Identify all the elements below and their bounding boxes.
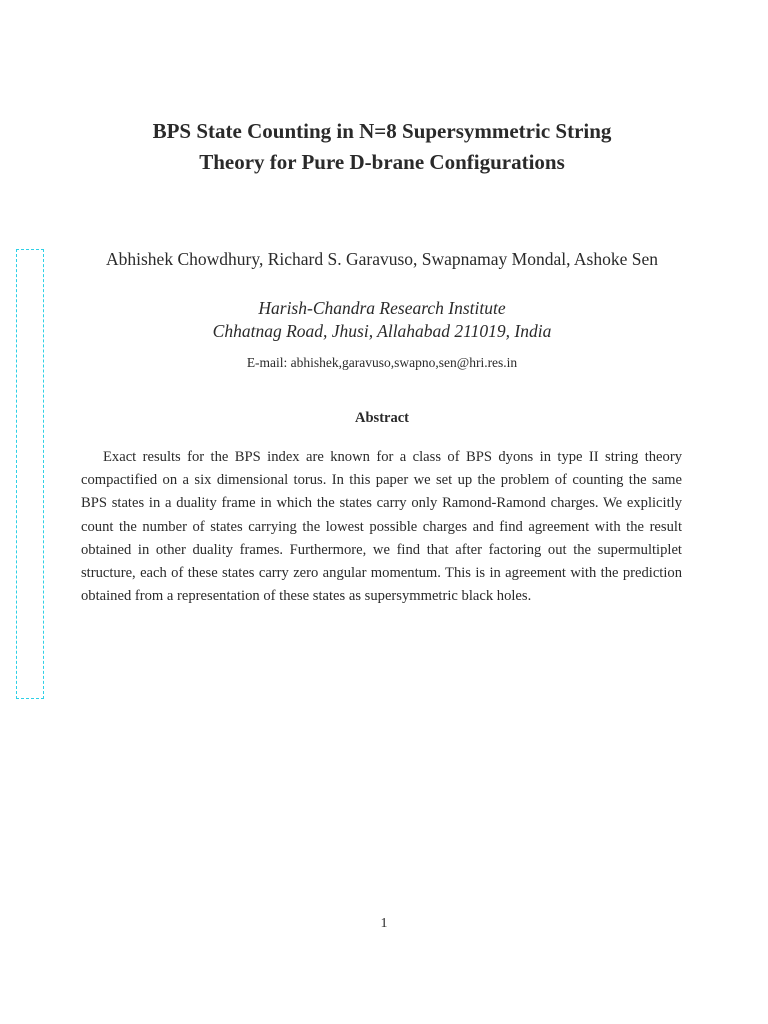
abstract-body: Exact results for the BPS index are known for a class of BPS dyons in type II string theory compactified on a six dimensional torus. In this paper we set up the problem of counting the same BPS states in a duality frame in which the states carry only Ramond-Ramond charges. We explicitly count the number of states carrying the lowest possible charges and find agreement with the result obtained in other duality frames. Furthermore, we find that after factoring out the supermultiplet structure, each of these states carry zero angular momentum. This is in agreement with the prediction obtained from a representation of these states as supersymmetric black holes. xyxy=(81,449,682,605)
abstract-heading: Abstract xyxy=(355,410,409,426)
arxiv-identifier-box xyxy=(16,249,44,699)
title-line-2: Theory for Pure D-brane Configurations xyxy=(199,150,565,174)
affiliation-line-2: Chhatnag Road, Jhusi, Allahabad 211019, India xyxy=(212,321,552,341)
affiliation-line-1: Harish-Chandra Research Institute xyxy=(258,298,506,318)
email-line: E-mail: abhishek,garavuso,swapno,sen@hri.res.in xyxy=(246,355,518,370)
title-line-1: BPS State Counting in N=8 Supersymmetric String xyxy=(152,119,612,143)
author-list: Abhishek Chowdhury, Richard S. Garavuso, Swapnamay Mondal, Ashoke Sen xyxy=(106,249,658,269)
page-number: 1 xyxy=(380,916,388,931)
affiliation xyxy=(60,297,704,343)
paper-title xyxy=(60,116,704,178)
